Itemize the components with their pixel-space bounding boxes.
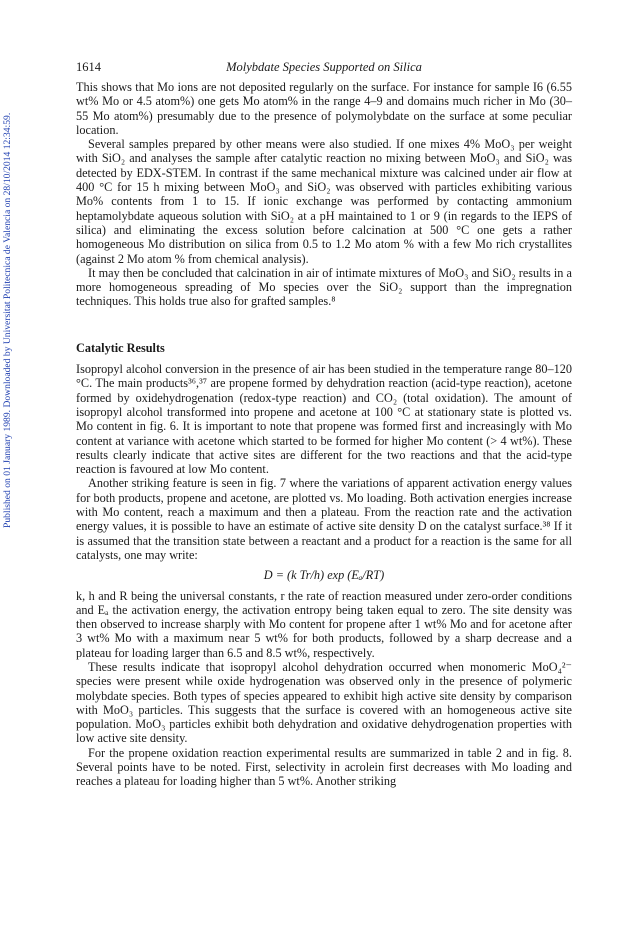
paragraph: k, h and R being the universal constants, r the rate of reaction measured under zero-order conditions and Eₐ the activation energy, the activation entropy being taken equal to zero. The site density was then observed to increase sharply with Mo content for propene after 1 wt% Mo and for acetone after 3 wt% Mo with a maximum near 5 wt% for both products, followed by a sharp decrease and a plateau for loading larger than 6.5 and 8.5 wt%, respectively. <box>76 588 572 660</box>
download-notice: Published on 01 January 1989. Downloaded by Universitat Politecnica de Valencia on 28/10/2014 12:34:59. <box>2 112 13 528</box>
paragraph: Isopropyl alcohol conversion in the presence of air has been studied in the temperature range 80–120 °C. The main products³⁶,³⁷ are propene formed by dehydration reaction (acid-type reaction), acetone formed by oxidehydrogenation (redox-type reaction) and CO₂ (total oxidation). The amount of isopropyl alcohol transformed into propene and acetone at 100 °C at stationary state is plotted vs. Mo content in fig. 6. It is important to note that propene was formed first and increasingly with Mo content at variance with acetone which started to be formed for higher Mo content (> 4 wt%). These results clearly indicate that active sites are different for the two reactions and that the acid-type reaction is favoured at low Mo content. <box>76 362 572 477</box>
page-number: 1614 <box>76 60 101 74</box>
paragraph: For the propene oxidation reaction experimental results are summarized in table 2 and in fig. 8. Several points have to be noted. First, selectivity in acrolein first decreases with Mo loading and reaches a plateau for loading higher than 5 wt%. Another striking <box>76 745 572 789</box>
paragraph: This shows that Mo ions are not deposited regularly on the surface. For instance for sample I6 (6.55 wt% Mo or 4.5 atom%) one gets Mo atom% in the range 4–9 and domains much richer in Mo (30–55 Mo atom%) presumably due to the presence of polymolybdate on the surface at some peculiar location. <box>76 80 572 137</box>
journal-title: Molybdate Species Supported on Silica <box>226 60 422 74</box>
paragraph: These results indicate that isopropyl alcohol dehydration occurred when monomeric MoO₄²⁻ species were present while oxide hydrogenation was observed only in the presence of polymeric molybdate species. Both types of species appeared to exhibit high active site density by comparison with MoO₃ particles. This suggests that the surface is covered with an homogeneous active site population. MoO₃ particles exhibit both dehydration and oxidative dehydrogenation properties with low active site density. <box>76 659 572 746</box>
running-head <box>76 60 572 77</box>
site-density-equation: D = (k Tr/h) exp (Eₐ/RT) <box>263 568 385 583</box>
section-heading: Catalytic Results <box>76 340 165 355</box>
paragraph: It may then be concluded that calcination in air of intimate mixtures of MoO₃ and SiO₂ results in a more homogeneous spreading of Mo species over the SiO₂ support than the impregnation techniques. This holds true also for grafted samples.⁸ <box>76 265 572 309</box>
paragraph: Several samples prepared by other means were also studied. If one mixes 4% MoO₃ per weight with SiO₂ and analyses the sample after catalytic reaction no mixing between MoO₃ and SiO₂ was detected by EDX-STEM. In contrast if the same mechanical mixture was calcined under air flow at 400 °C for 15 h mixing between MoO₃ and SiO₂ was observed with particles exhibiting various Mo% contents from 1 to 15. If ionic exchange was performed by contacting ammonium heptamolybdate aqueous solution with SiO₂ at a pH maintained to 1 or 9 (in regards to the IEPS of silica) and eliminating the excess solution before calcination at 500 °C one gets a rather homogeneous Mo distribution on silica from 0.5 to 1.2 Mo atom % with a few Mo rich crystallites (against 2 Mo atom % from chemical analysis). <box>76 137 572 266</box>
paragraph: Another striking feature is seen in fig. 7 where the variations of apparent activation energy values for both products, propene and acetone, are plotted vs. Mo loading. Both activation energies increase with Mo content, reach a maximum and then a plateau. From the reaction rate and the activation energy values, it is possible to have an estimate of active site density D on the catalyst surface.³⁸ If it is assumed that the transition state between a reactant and a product for a reaction is the same for all catalysts, one may write: <box>76 476 572 562</box>
page-body <box>76 60 572 789</box>
